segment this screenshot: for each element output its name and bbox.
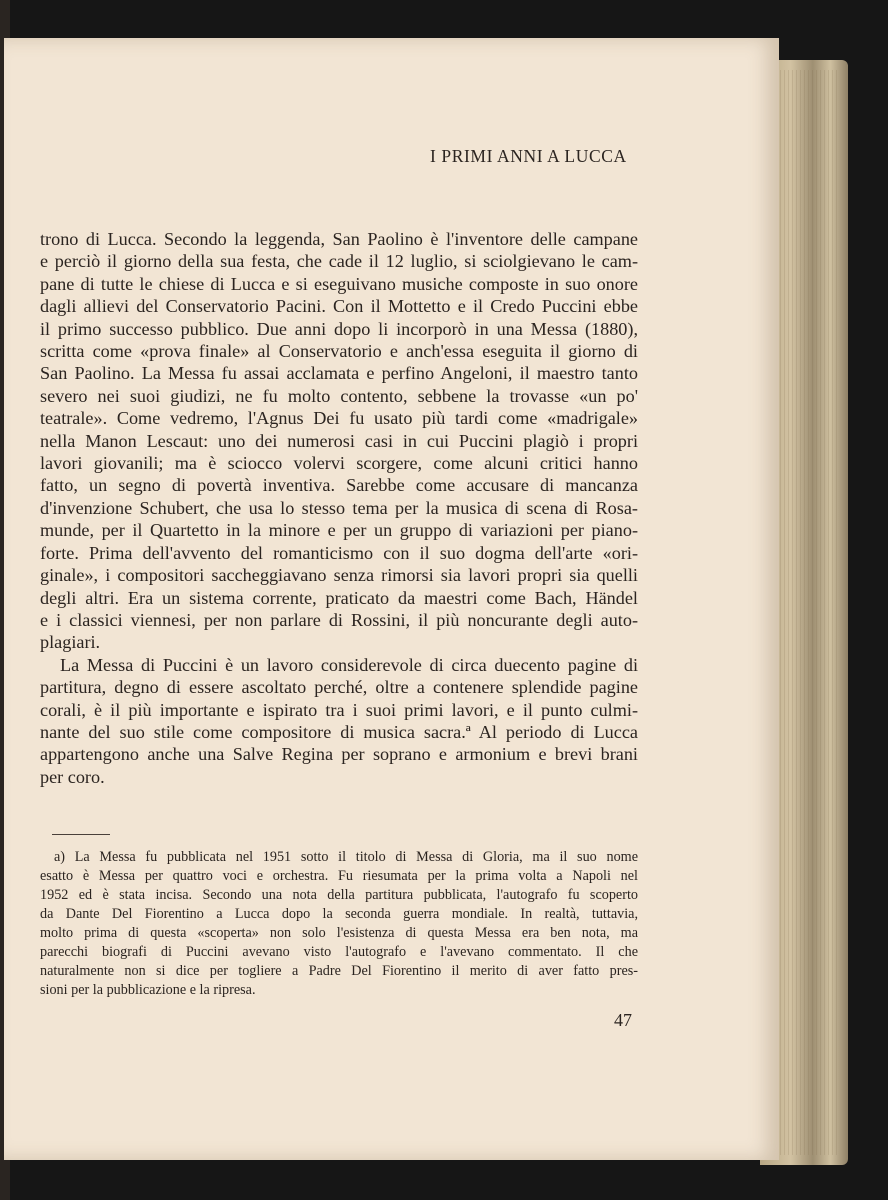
text-line: forte. Prima dell'avvento del romanticismo con il suo dogma dell'arte «ori- (40, 542, 638, 563)
text-line: degli altri. Era un sistema corrente, praticato da maestri come Bach, Händel (40, 587, 638, 608)
text-line: ginale», i compositori saccheggiavano senza rimorsi sia lavori propri sia quelli (40, 565, 638, 586)
text-line: appartengono anche una Salve Regina per soprano e armonium e brevi brani (40, 744, 638, 765)
running-head: I PRIMI ANNI A LUCCA (430, 146, 627, 166)
text-line: il primo successo pubblico. Due anni dopo li incorporò in una Messa (1880), (40, 318, 638, 339)
footnote-line: sioni per la pubblicazione e la ripresa. (40, 982, 256, 998)
footnote-line: parecchi biografi di Puccini avevano visto l'autografo e l'avevano commentato. Il che (40, 944, 638, 960)
text-line: e perciò il giorno della sua festa, che cade il 12 luglio, si sciolgievano le cam- (40, 251, 638, 272)
text-line: pane di tutte le chiese di Lucca e si eseguivano musiche composte in suo onore (40, 273, 638, 294)
body-text (40, 228, 638, 788)
text-line: nella Manon Lescaut: uno dei numerosi casi in cui Puccini plagiò i propri (40, 430, 638, 451)
footnote-line: da Dante Del Fiorentino a Lucca dopo la seconda guerra mondiale. In realtà, tuttavia, (40, 906, 638, 922)
text-line: d'invenzione Schubert, che usa lo stesso tema per la musica di scena di Rosa- (40, 497, 638, 518)
page-block-edge-lines (780, 70, 840, 1155)
text-line: scritta come «prova finale» al Conservatorio e anch'essa eseguita il giorno di (40, 341, 638, 362)
text-line: teatrale». Come vedremo, l'Agnus Dei fu usato più tardi come «madrigale» (40, 408, 638, 429)
text-line: La Messa di Puccini è un lavoro considerevole di circa duecento pagine di (60, 654, 638, 675)
text-line: lavori giovanili; ma è sciocco volervi scorgere, come alcuni critici hanno (40, 453, 638, 474)
text-line: plagiari. (40, 632, 101, 653)
text-line: corali, è il più importante e ispirato tra i suoi primi lavori, e il punto culmi- (40, 699, 638, 720)
text-line: partitura, degno di essere ascoltato perché, oltre a contenere splendide pagine (40, 677, 638, 698)
text-line: dagli allievi del Conservatorio Pacini. Con il Mottetto e il Credo Puccini ebbe (40, 296, 638, 317)
text-line: fatto, un segno di povertà inventiva. Sarebbe come accusare di mancanza (40, 475, 638, 496)
footnote-line: naturalmente non si dice per togliere a Padre Del Fiorentino il merito di aver fatto pres- (40, 963, 638, 979)
text-line: San Paolino. La Messa fu assai acclamata e perfino Angeloni, il maestro tanto (40, 363, 638, 384)
footnote-line: a) La Messa fu pubblicata nel 1951 sotto il titolo di Messa di Gloria, ma il suo nome (54, 849, 638, 865)
footnote (40, 848, 638, 1000)
text-line: e i classici viennesi, per non parlare di Rossini, il più noncurante degli auto- (40, 609, 638, 630)
footnote-line: 1952 ed è stata incisa. Secondo una nota della partitura pubblicata, l'autografo fu scoperto (40, 887, 638, 903)
text-line: trono di Lucca. Secondo la leggenda, San Paolino è l'inventore delle campane (40, 229, 638, 249)
text-line: severo nei suoi giudizi, ne fu molto contento, sebbene la trovasse «un po' (40, 385, 638, 406)
text-line: nante del suo stile come compositore di musica sacra.ª Al periodo di Lucca (40, 721, 638, 742)
footnote-rule (52, 834, 110, 835)
page-number: 47 (614, 1010, 632, 1030)
text-line: per coro. (40, 766, 105, 787)
footnote-line: esatto è Messa per quattro voci e orchestra. Fu riesumata per la prima volta a Napoli nel (40, 868, 638, 884)
text-line: munde, per il Quartetto in la minore e per un gruppo di variazioni per piano- (40, 520, 638, 541)
footnote-line: molto prima di questa «scoperta» non solo l'esistenza di questa Messa era ben nota, ma (40, 925, 638, 941)
